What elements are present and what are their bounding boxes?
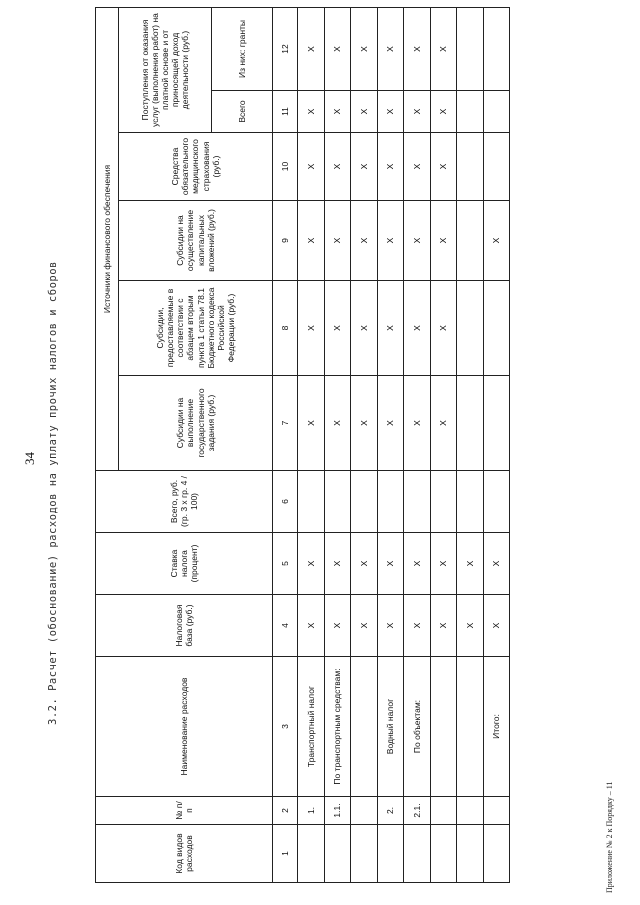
table-cell: X	[324, 595, 351, 657]
table-row	[483, 7, 510, 882]
table-cell	[483, 133, 510, 201]
table-cell: По транспортным средствам:	[324, 657, 351, 797]
table-cell: X	[483, 533, 510, 595]
table-cell	[457, 825, 484, 883]
table-cell	[483, 91, 510, 133]
table-cell	[324, 471, 351, 533]
table-cell: X	[351, 201, 378, 281]
header-col1: Код видов расходов	[96, 825, 273, 883]
table-cell: X	[430, 91, 457, 133]
table-cell: Транспортный налог	[298, 657, 325, 797]
table-cell: X	[457, 533, 484, 595]
table-cell: X	[404, 595, 431, 657]
table-cell	[457, 91, 484, 133]
column-number: 7	[273, 376, 298, 471]
header-col7: Субсидии на выполнение государственного задания (руб.)	[119, 376, 273, 471]
table-cell: 1.	[298, 797, 325, 825]
table-row	[430, 7, 457, 882]
header-col3: Наименование расходов	[96, 657, 273, 797]
table-cell: X	[298, 7, 325, 90]
table-cell	[351, 471, 378, 533]
table-row	[404, 7, 431, 882]
table-cell: X	[404, 201, 431, 281]
column-number: 9	[273, 201, 298, 281]
table-cell	[351, 797, 378, 825]
table-cell: X	[404, 533, 431, 595]
table-cell: X	[404, 376, 431, 471]
table-cell: 1.1.	[324, 797, 351, 825]
table-cell: X	[430, 533, 457, 595]
table-cell: X	[377, 595, 404, 657]
header-col10: Средства обязательного медицинского страхования (руб.)	[119, 133, 273, 201]
table-row	[298, 7, 325, 882]
column-number: 4	[273, 595, 298, 657]
column-number: 1	[273, 825, 298, 883]
table-cell	[457, 657, 484, 797]
table-cell	[351, 657, 378, 797]
header-paid-group: Поступления от оказания услуг (выполнения работ) на платной основе и от приносящей доход деятельности (руб.)	[119, 7, 212, 132]
header-col5: Ставка налога (процент)	[96, 533, 273, 595]
table-body	[298, 7, 510, 882]
column-number: 12	[273, 7, 298, 90]
table-cell	[298, 471, 325, 533]
column-number: 6	[273, 471, 298, 533]
table-cell: X	[324, 281, 351, 376]
header-col11: Всего	[212, 91, 273, 133]
table-cell: X	[404, 281, 431, 376]
section-title: 3.2. Расчет (обоснование) расходов на уплату прочих налогов и сборов	[47, 261, 59, 725]
table-cell: X	[377, 201, 404, 281]
table-cell	[298, 825, 325, 883]
table-cell: X	[430, 201, 457, 281]
footer-note: Приложение № 2 к Порядку – 11	[605, 781, 614, 893]
table-cell	[430, 471, 457, 533]
table-cell	[483, 471, 510, 533]
table-cell	[457, 133, 484, 201]
table-cell: X	[430, 376, 457, 471]
table-cell: X	[483, 201, 510, 281]
page-number: 34	[22, 452, 37, 465]
table-cell	[351, 825, 378, 883]
table-cell: Водный налог	[377, 657, 404, 797]
table-cell: X	[298, 533, 325, 595]
table-cell: X	[377, 533, 404, 595]
table-cell: X	[377, 376, 404, 471]
table-cell: X	[351, 595, 378, 657]
table-row	[324, 7, 351, 882]
table-cell	[457, 797, 484, 825]
table-cell: X	[324, 533, 351, 595]
table-cell: X	[377, 91, 404, 133]
table-cell: X	[483, 595, 510, 657]
table-row	[351, 7, 378, 882]
header-col2: № п/п	[96, 797, 273, 825]
table-cell: X	[298, 133, 325, 201]
column-number: 5	[273, 533, 298, 595]
table-cell: X	[430, 281, 457, 376]
tax-calculation-table	[95, 7, 510, 883]
table-cell	[483, 7, 510, 90]
table-cell: X	[457, 595, 484, 657]
header-col8: Субсидии, предоставляемые в соответствии с абзацем вторым пункта 1 статьи 78.1 Бюджетного кодекса Российской Федерации (руб.)	[119, 281, 273, 376]
table-cell	[377, 825, 404, 883]
table-cell: X	[430, 595, 457, 657]
column-number: 10	[273, 133, 298, 201]
table-cell: X	[324, 7, 351, 90]
table-cell: X	[324, 201, 351, 281]
table-cell	[404, 471, 431, 533]
table-cell	[483, 825, 510, 883]
table-cell: X	[324, 376, 351, 471]
table-cell: X	[324, 133, 351, 201]
table-cell: X	[404, 91, 431, 133]
table-cell: X	[351, 376, 378, 471]
table-cell: X	[324, 91, 351, 133]
table-cell	[377, 471, 404, 533]
table-cell	[457, 471, 484, 533]
table-cell: X	[351, 133, 378, 201]
table-cell	[483, 281, 510, 376]
table-cell	[457, 7, 484, 90]
column-number: 3	[273, 657, 298, 797]
column-number: 11	[273, 91, 298, 133]
table-cell: X	[351, 533, 378, 595]
table-cell: X	[298, 376, 325, 471]
column-number: 2	[273, 797, 298, 825]
table-cell: Итого:	[483, 657, 510, 797]
table-cell: X	[351, 91, 378, 133]
header-sources-group: Источники финансового обеспечения	[96, 7, 119, 470]
table-cell: X	[377, 133, 404, 201]
table-cell	[430, 825, 457, 883]
table-cell	[404, 825, 431, 883]
table-row	[377, 7, 404, 882]
table-cell: X	[351, 281, 378, 376]
table-row	[457, 7, 484, 882]
table-cell: X	[298, 281, 325, 376]
table-cell: X	[404, 7, 431, 90]
table-cell: X	[351, 7, 378, 90]
header-col6: Всего, руб. (гр. 3 х гр. 4 / 100)	[96, 471, 273, 533]
table-cell: X	[430, 7, 457, 90]
table-cell	[483, 797, 510, 825]
table-cell: X	[377, 281, 404, 376]
table-cell: X	[430, 133, 457, 201]
table-cell	[457, 376, 484, 471]
table-cell: 2.1.	[404, 797, 431, 825]
header-col12: Из них: гранты	[212, 7, 273, 90]
header-col4: Налоговая база (руб.)	[96, 595, 273, 657]
table-cell: По объектам:	[404, 657, 431, 797]
table-cell	[483, 376, 510, 471]
table-cell	[430, 657, 457, 797]
table-cell	[457, 281, 484, 376]
table-cell: X	[404, 133, 431, 201]
table-cell: X	[377, 7, 404, 90]
column-numbers-row	[273, 7, 298, 882]
table-cell: 2.	[377, 797, 404, 825]
table-cell	[457, 201, 484, 281]
table-cell	[324, 825, 351, 883]
column-number: 8	[273, 281, 298, 376]
table-cell: X	[298, 201, 325, 281]
table-cell	[430, 797, 457, 825]
header-col9: Субсидии на осуществление капитальных вложений (руб.)	[119, 201, 273, 281]
table-cell: X	[298, 595, 325, 657]
table-cell: X	[298, 91, 325, 133]
